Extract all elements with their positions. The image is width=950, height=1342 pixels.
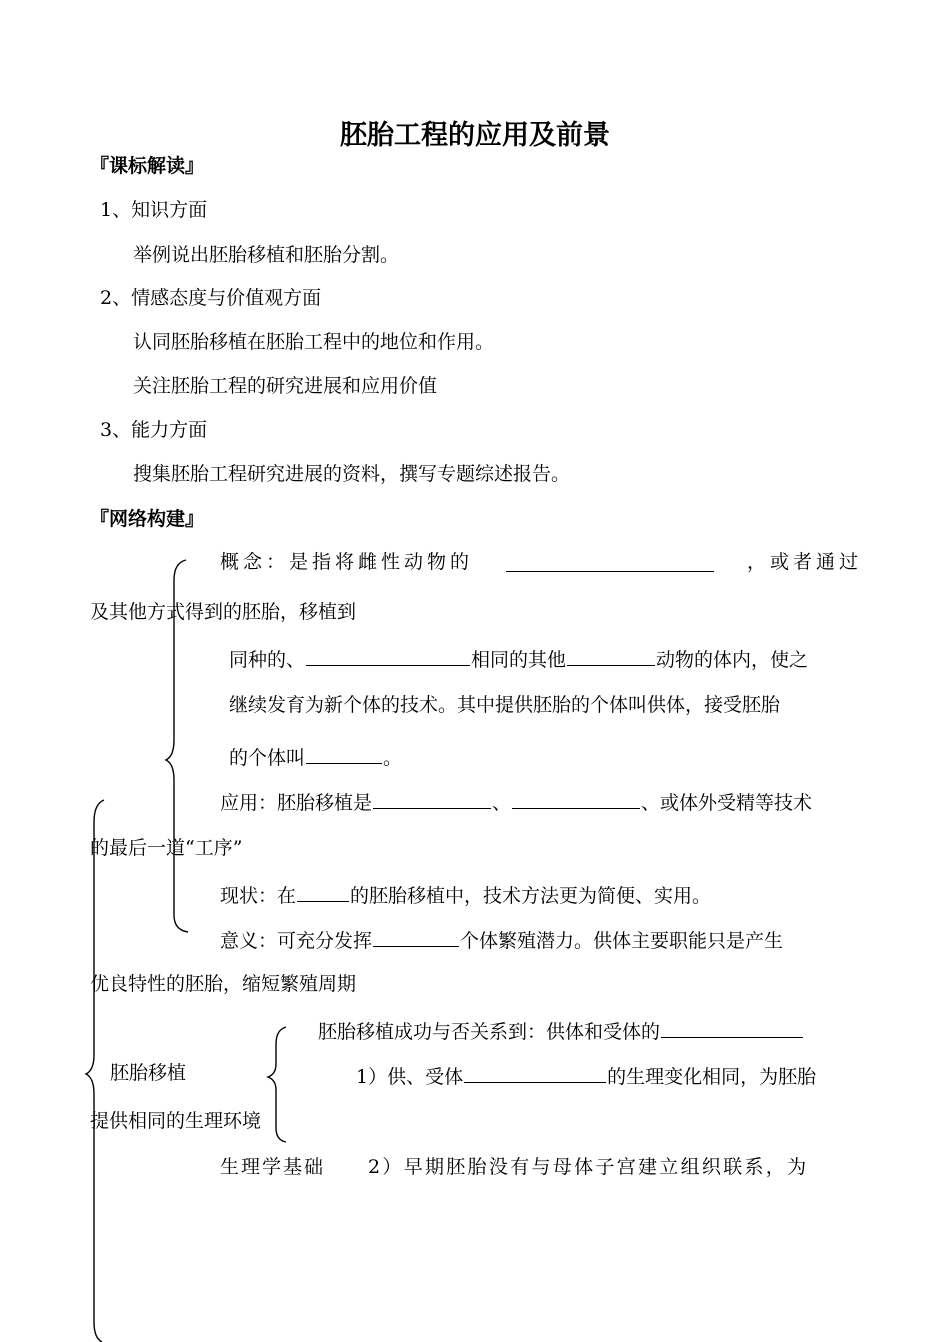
concept-l3-text-a: 同种的、 bbox=[229, 649, 306, 671]
section-heading-network: 『网络构建』 bbox=[90, 508, 205, 530]
status-text-a: 现状：在 bbox=[220, 885, 297, 907]
blank-concept-2[interactable] bbox=[306, 647, 470, 666]
app-text-c: 、或体外受精等技术 bbox=[641, 792, 813, 814]
blank-app-2[interactable] bbox=[512, 790, 640, 809]
basis-1-text-b: 的生理变化相同，为胚胎 bbox=[607, 1066, 817, 1088]
embryo-transfer-label: 胚胎移植 bbox=[110, 1062, 187, 1084]
basis-1-text-a: 1）供、受体 bbox=[356, 1066, 464, 1088]
meaning-text-a: 意义：可充分发挥 bbox=[220, 930, 373, 952]
blank-basis-main[interactable] bbox=[661, 1019, 803, 1038]
basis-main-text: 胚胎移植成功与否关系到：供体和受体的 bbox=[318, 1021, 661, 1043]
concept-line-4: 继续发育为新个体的技术。其中提供胚胎的个体叫供体，接受胚胎 bbox=[229, 694, 781, 716]
concept-l3-text-b: 相同的其他 bbox=[471, 649, 567, 671]
blank-concept-1[interactable] bbox=[506, 553, 714, 572]
item-attitude-text-2: 关注胚胎工程的研究进展和应用价值 bbox=[133, 375, 438, 397]
meaning-text-b: 个体繁殖潜力。供体主要职能只是产生 bbox=[460, 930, 784, 952]
concept-text-b: ，或者通过 bbox=[746, 551, 862, 573]
item-ability-text: 搜集胚胎工程研究进展的资料，撰写专题综述报告。 bbox=[133, 463, 571, 485]
application-line-2: 的最后一道“工序” bbox=[90, 837, 243, 859]
blank-recipient[interactable] bbox=[306, 745, 382, 764]
basis-1-line-2: 提供相同的生理环境 bbox=[90, 1110, 262, 1132]
item-knowledge-text: 举例说出胚胎移植和胚胎分割。 bbox=[133, 244, 400, 266]
concept-l3-text-c: 动物的体内，使之 bbox=[656, 649, 809, 671]
item-ability-title: 3、能力方面 bbox=[100, 419, 208, 441]
app-text-b: 、 bbox=[492, 792, 512, 814]
blank-app-1[interactable] bbox=[373, 790, 491, 809]
item-attitude-title: 2、情感态度与价值观方面 bbox=[100, 287, 322, 309]
concept-line-1 bbox=[220, 553, 862, 572]
basis-main-line bbox=[318, 1019, 804, 1042]
application-line-1 bbox=[220, 790, 812, 813]
basis-1-line bbox=[356, 1064, 816, 1087]
concept-text-a: 概念：是指将雌性动物的 bbox=[220, 551, 474, 573]
concept-l5-text-b: 。 bbox=[383, 747, 403, 769]
concept-line-2: 及其他方式得到的胚胎，移植到 bbox=[90, 601, 357, 623]
item-attitude-text-1: 认同胚胎移植在胚胎工程中的地位和作用。 bbox=[133, 331, 495, 353]
concept-line-5 bbox=[229, 745, 402, 768]
status-line bbox=[220, 883, 711, 906]
section-heading-curriculum: 『课标解读』 bbox=[90, 155, 205, 177]
blank-basis-1[interactable] bbox=[464, 1064, 606, 1083]
meaning-line-2: 优良特性的胚胎，缩短繁殖周期 bbox=[90, 973, 357, 995]
concept-l5-text-a: 的个体叫 bbox=[229, 747, 306, 769]
status-text-b: 的胚胎移植中，技术方法更为简便、实用。 bbox=[350, 885, 712, 907]
app-text-a: 应用：胚胎移植是 bbox=[220, 792, 373, 814]
basis-2-line: 2）早期胚胎没有与母体子宫建立组织联系，为 bbox=[368, 1156, 809, 1178]
blank-concept-3[interactable] bbox=[567, 647, 655, 666]
blank-status[interactable] bbox=[297, 883, 349, 902]
item-knowledge-title: 1、知识方面 bbox=[100, 199, 208, 221]
blank-meaning[interactable] bbox=[373, 928, 459, 947]
concept-line-3 bbox=[229, 647, 808, 670]
meaning-line-1 bbox=[220, 928, 783, 951]
physio-basis-label: 生理学基础 bbox=[220, 1156, 326, 1178]
page-title: 胚胎工程的应用及前景 bbox=[340, 120, 610, 151]
